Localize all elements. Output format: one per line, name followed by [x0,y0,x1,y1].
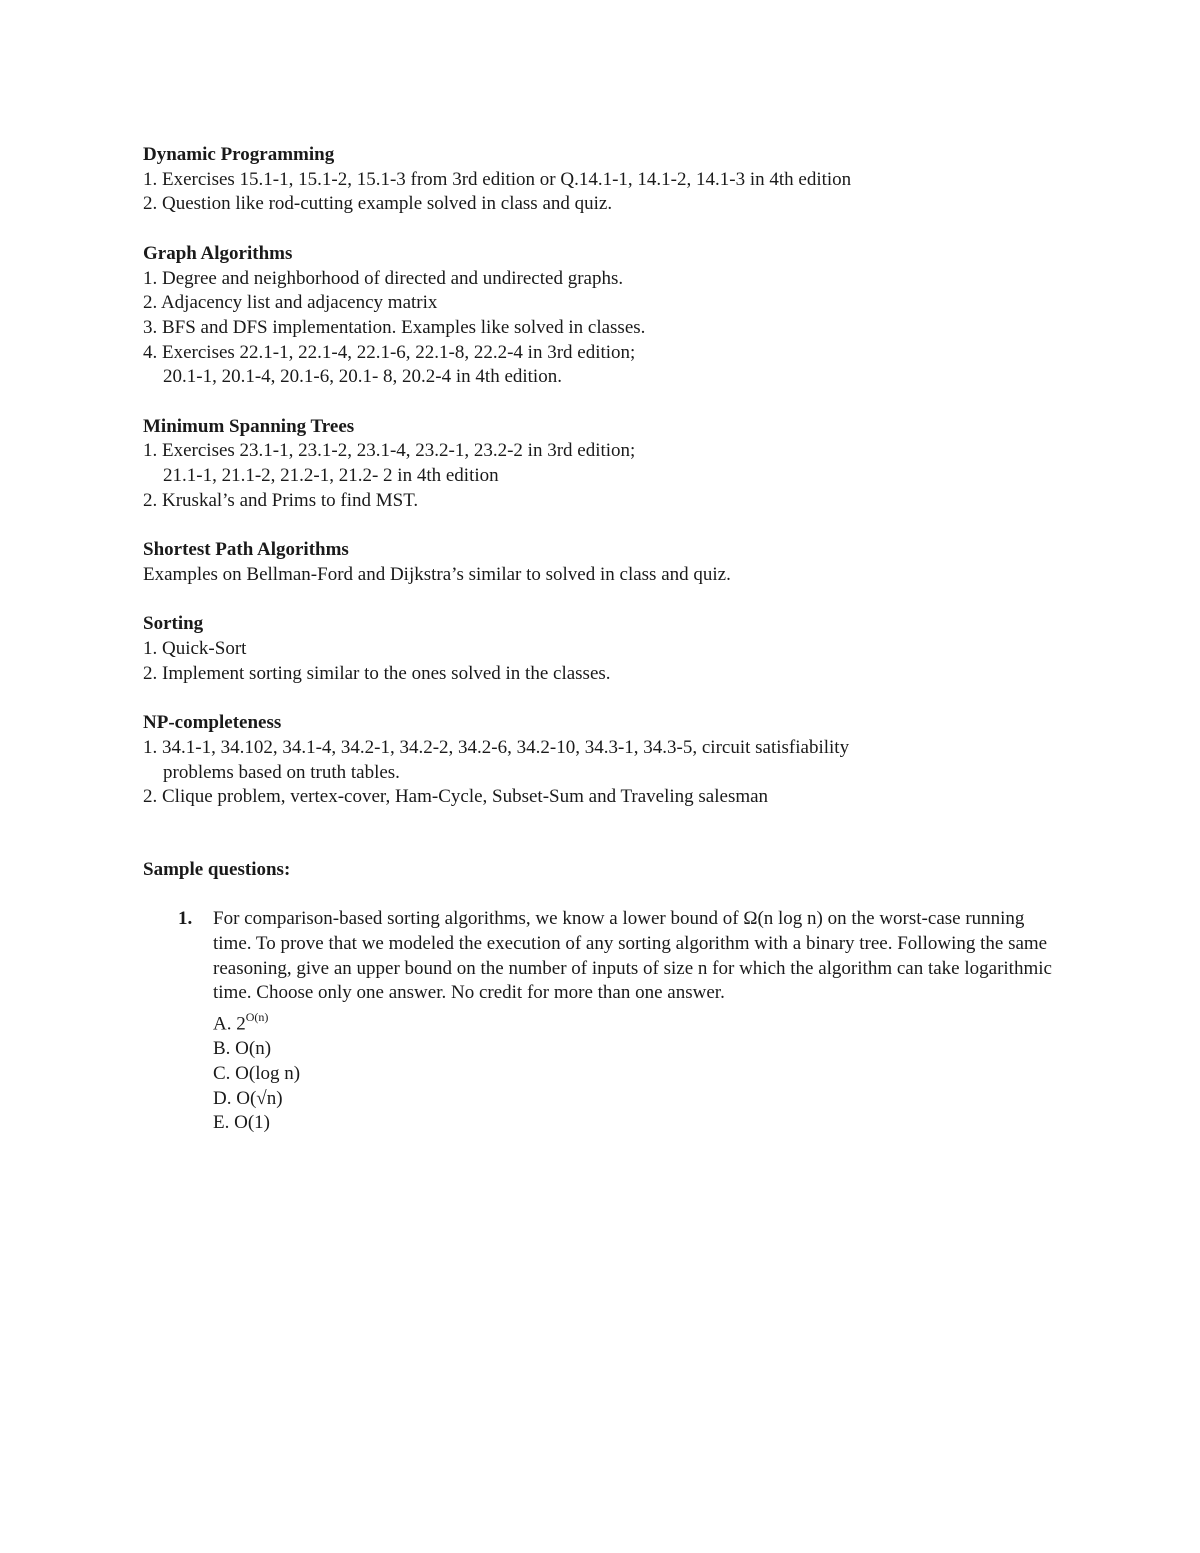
sample-question-1 [143,907,1063,1136]
option-d: D. O(√n) [213,1087,283,1109]
document-page [143,143,1083,1136]
list-item: 2. Adjacency list and adjacency matrix [143,292,438,314]
list-item: 1. Exercises 15.1-1, 15.1-2, 15.1-3 from 3rd edition or Q.14.1-1, 14.1-2, 14.1-3 in 4th edition [143,168,852,190]
option-a-exponent: O(n) [245,1010,269,1025]
list-item: 1. Quick-Sort [143,638,247,659]
list-item: 2. Question like rod-cutting example solved in class and quiz. [143,193,613,215]
section-heading: Sorting [143,613,204,635]
option-a-text: A. 2 [213,1013,246,1035]
answer-options [213,1006,1063,1136]
section-heading: NP-completeness [143,712,282,734]
section-graph-algorithms [143,242,1083,390]
section-shortest-path [143,538,1083,587]
list-item-continuation: 21.1-1, 21.1-2, 21.2-1, 21.2- 2 in 4th edition [163,465,499,487]
list-item: 2. Clique problem, vertex-cover, Ham-Cycle, Subset-Sum and Traveling salesman [143,786,769,808]
section-minimum-spanning-trees [143,415,1083,514]
list-item: 4. Exercises 22.1-1, 22.1-4, 22.1-6, 22.1-8, 22.2-4 in 3rd edition; [143,341,636,363]
section-heading: Dynamic Programming [143,144,335,165]
list-item: Examples on Bellman-Ford and Dijkstra’s similar to solved in class and quiz. [143,563,731,585]
list-item: 1. Exercises 23.1-1, 23.1-2, 23.1-4, 23.2-1, 23.2-2 in 3rd edition; [143,440,636,462]
list-item: 2. Kruskal’s and Prims to find MST. [143,489,419,511]
list-item: 1. 34.1-1, 34.102, 34.1-4, 34.2-1, 34.2-2, 34.2-6, 34.2-10, 34.3-1, 34.3-5, circuit satisfiability [143,736,850,758]
list-item-continuation: problems based on truth tables. [163,761,400,783]
section-heading: Minimum Spanning Trees [143,415,355,437]
section-sorting [143,612,1083,686]
question-number: 1. [178,908,193,930]
option-b: B. O(n) [213,1038,272,1060]
sample-questions-heading: Sample questions: [143,858,291,880]
section-np-completeness [143,711,1083,810]
option-c: C. O(log n) [213,1062,301,1084]
option-e: E. O(1) [213,1112,270,1134]
section-dynamic-programming [143,143,1083,217]
list-item-continuation: 20.1-1, 20.1-4, 20.1-6, 20.1- 8, 20.2-4 in 4th edition. [163,366,562,388]
section-heading: Graph Algorithms [143,242,293,264]
list-item: 3. BFS and DFS implementation. Examples like solved in classes. [143,316,646,338]
question-text: For comparison-based sorting algorithms, we know a lower bound of Ω(n log n) on the worst-case running time. To prove that we modeled the execution of any sorting algorithm with a binary tree. Following the same reasoning, give an upper bound on the number of inputs of size n for which the algorithm can take logarithmic time. Choose only one answer. No credit for more than one answer. [213,908,1052,1004]
section-heading: Shortest Path Algorithms [143,539,349,561]
option-a [213,1006,1063,1037]
list-item: 1. Degree and neighborhood of directed and undirected graphs. [143,267,624,289]
list-item: 2. Implement sorting similar to the ones solved in the classes. [143,662,611,684]
